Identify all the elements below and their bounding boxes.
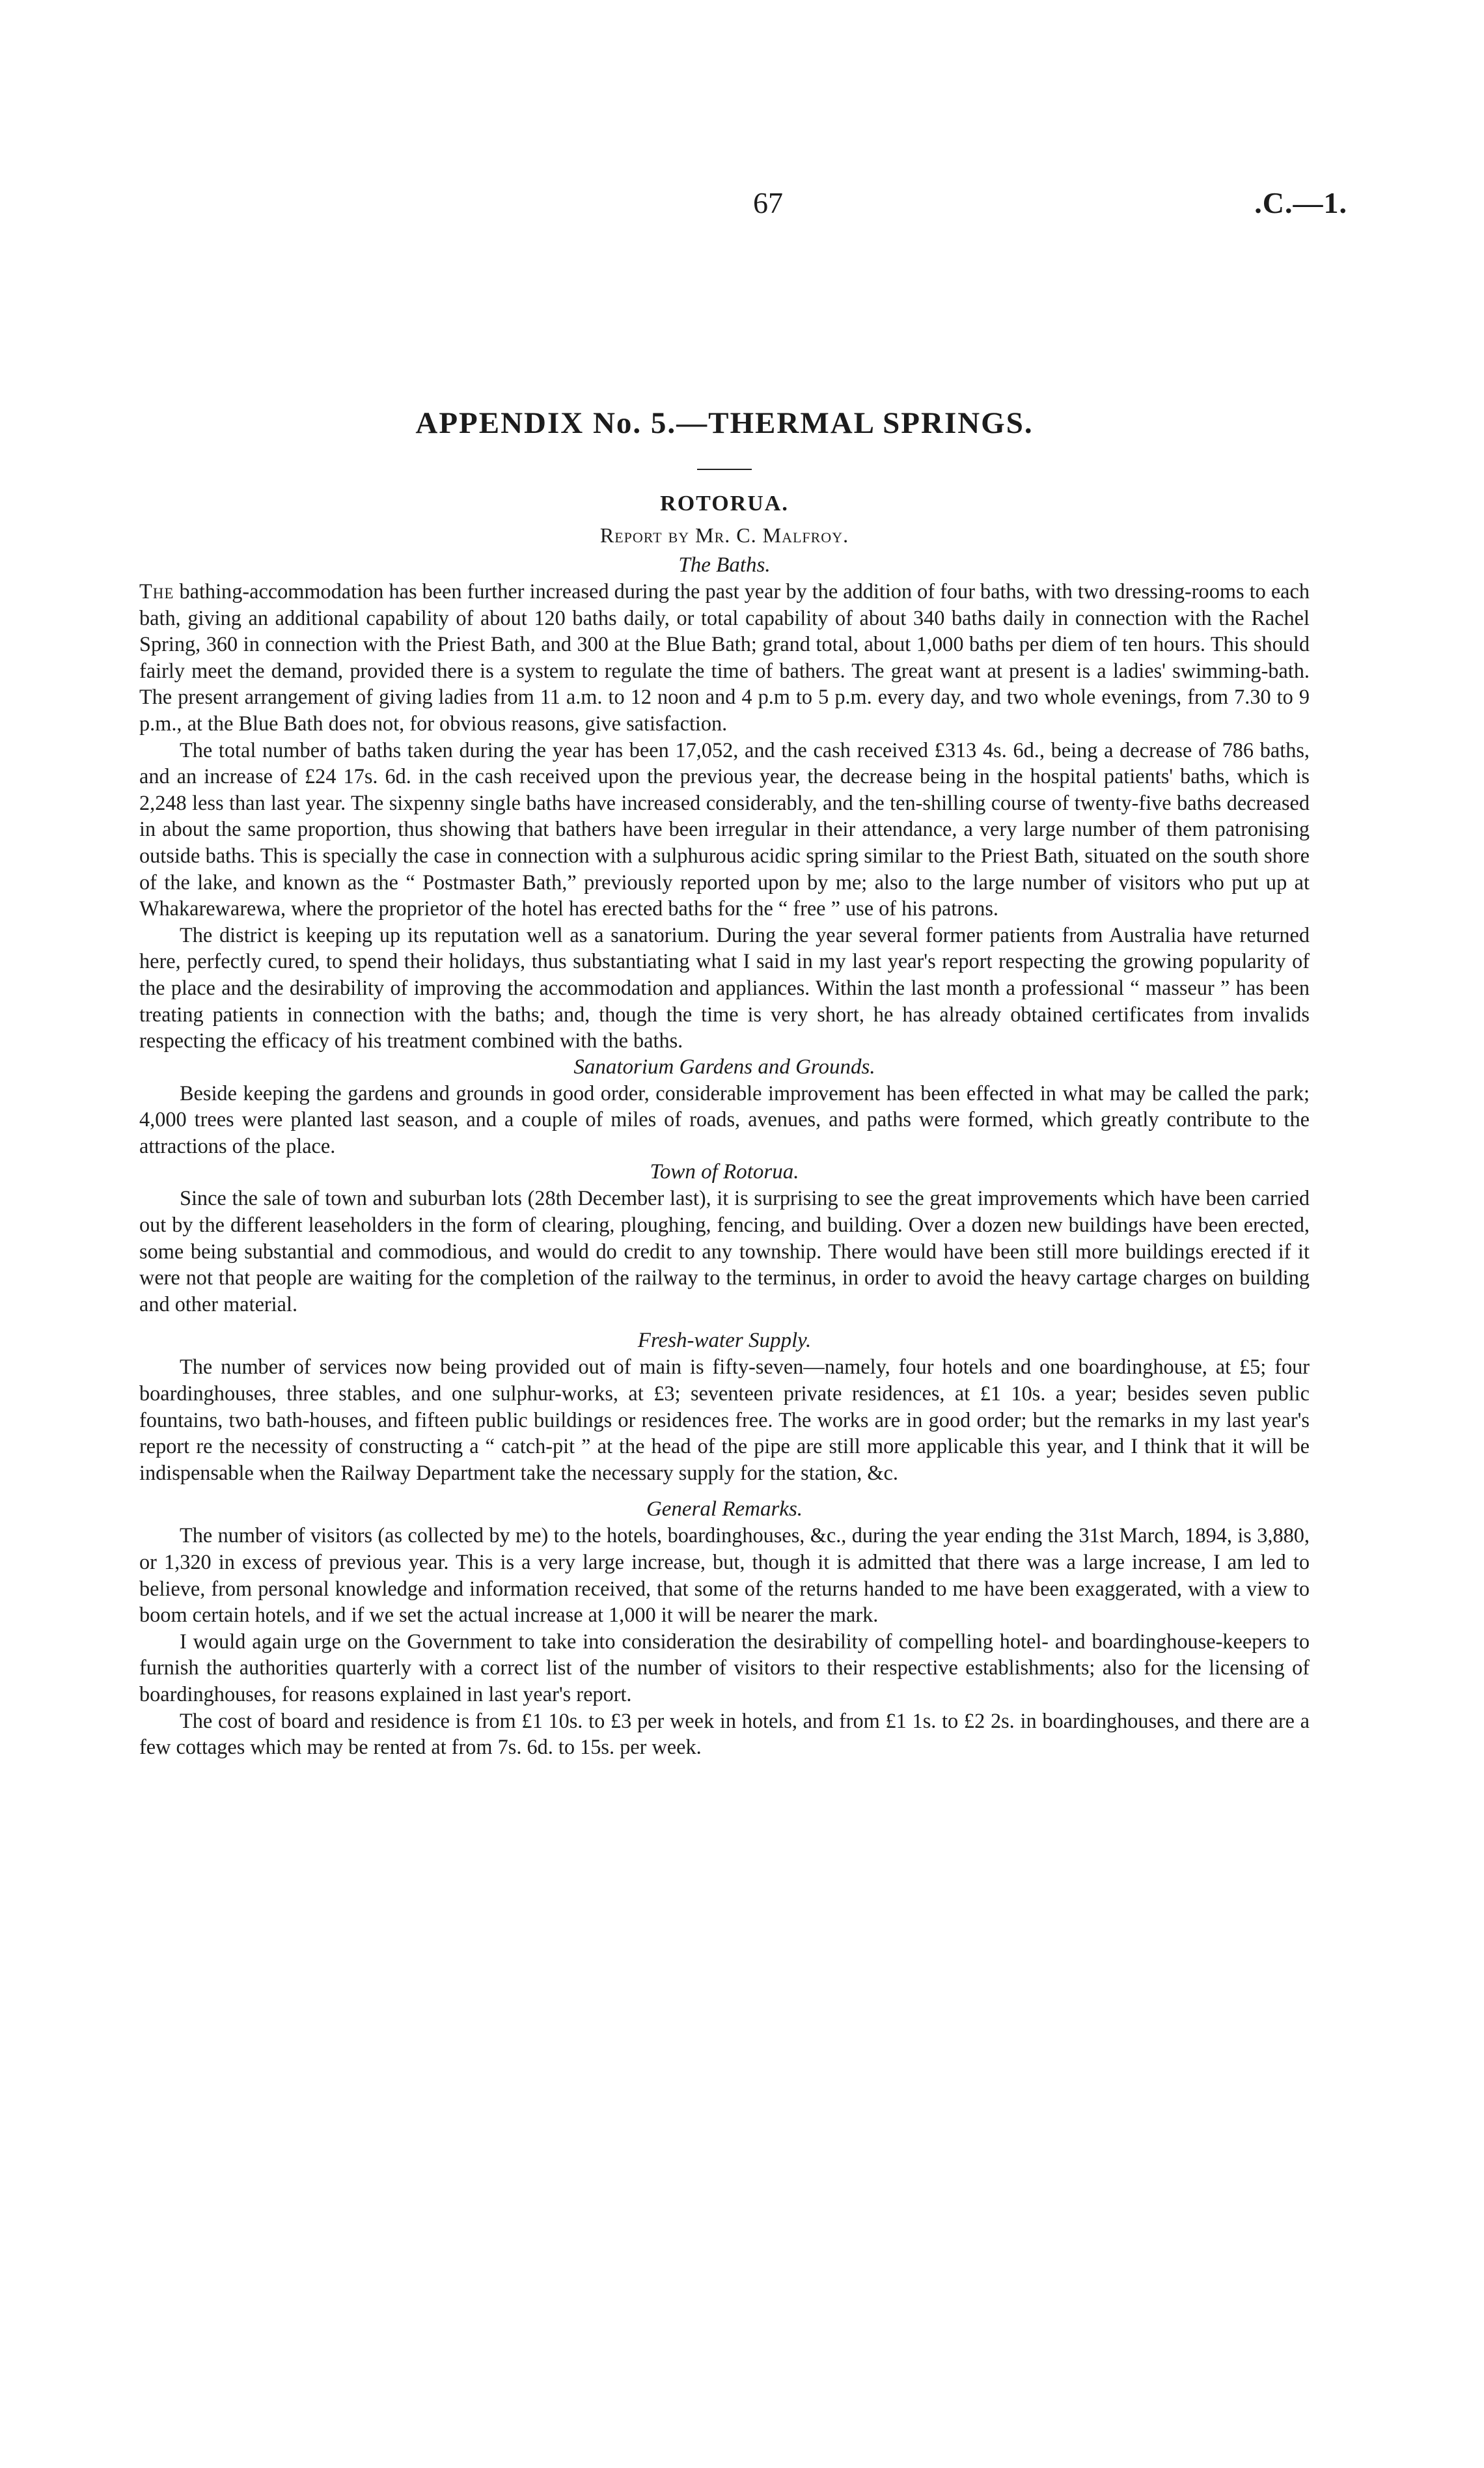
report-body — [139, 404, 1310, 1760]
document-reference: .C.—1. — [1254, 186, 1347, 219]
report-author: Report by Mr. C. Malfroy. — [599, 523, 849, 547]
paragraph: Since the sale of town and suburban lots (28th December last), it is surprising to see the great improvements which have been carried out by the different leaseholders in the form of clearing, ploughing, fencing, and building. Over a dozen new buildings have been erected, some being substantial and commodious, and would do credit to any township. There would have been still more buildings erected if it were not that people are waiting for the completion of the railway to the terminus, in order to avoid the heavy cartage charges on building and other material. — [139, 1186, 1310, 1316]
paragraph: I would again urge on the Government to take into consideration the desirability of compelling hotel- and boardinghouse-keepers to furnish the authorities quarterly with a correct list of the number of visitors to their respective establishments; also for the licensing of boardinghouses, for reasons explained in last year's report. — [139, 1629, 1310, 1706]
section-heading-remarks: General Remarks. — [646, 1497, 803, 1521]
section-heading-gardens: Sanatorium Gardens and Grounds. — [573, 1055, 875, 1079]
appendix-title: APPENDIX No. 5.—THERMAL SPRINGS. — [415, 406, 1034, 440]
lead-word: The — [139, 579, 174, 603]
section-heading-baths: The Baths. — [678, 553, 771, 577]
paragraph: The total number of baths taken during the year has been 17,052, and the cash received £313 4s. 6d., being a decrease of 786 baths, and an increase of £24 17s. 6d. in the cash received upon the previous year, the decrease being in the hospital patients' baths, which is 2,248 less than last year. The sixpenny single baths have increased considerably, and the ten-shilling course of twenty-five baths decreased in about the same proportion, thus showing that bathers have been irregular in their attendance, a very large number of them patronising outside baths. This is specially the case in connection with a sulphurous acidic spring similar to the Priest Bath, situated on the south shore of the lake, and known as the “ Postmaster Bath,” previously reported upon by me; also to the large number of visitors who put up at Whakarewarewa, where the proprietor of the hotel has erected baths for the “ free ” use of his patrons. — [139, 738, 1310, 921]
title-rule — [697, 469, 752, 470]
paragraph: The district is keeping up its reputation well as a sanatorium. During the year several former patients from Australia have returned here, perfectly cured, to spend their holidays, thus substantiating what I said in my last year's report respecting the growing popularity of the place and the desirability of improving the accommodation and appliances. Within the last month a professional “ masseur ” has been treating patients in connection with the baths; and, though the time is very short, he has already obtained certificates from invalids respecting the efficacy of his treatment combined with the baths. — [139, 922, 1310, 1053]
district-heading: ROTORUA. — [660, 492, 789, 516]
section-heading-town: Town of Rotorua. — [650, 1160, 799, 1184]
section-heading-water: Fresh-water Supply. — [637, 1329, 812, 1353]
paragraph-text: bathing-accommodation has been further increased during the past year by the addition of four baths, with two dressing-rooms to each bath, giving an additional capability of about 120 baths daily, or total capability of about 340 baths daily in connection with the Rachel Spring, 360 in connection with the Priest Bath, and 300 at the Blue Bath; grand total, about 1,000 baths per diem of ten hours. This should fairly meet the demand, provided there is a system to regulate the time of bathers. The great want at present is a ladies' swimming-bath. The present arrangement of giving ladies from 11 a.m. to 12 noon and 4 p.m to 5 p.m. every day, and two whole evenings, from 7.30 to 9 p.m., at the Blue Bath does not, for obvious reasons, give satisfaction. — [139, 579, 1310, 735]
page-number: 67 — [753, 186, 783, 219]
paragraph: The number of visitors (as collected by me) to the hotels, boardinghouses, &c., during the year ending the 31st March, 1894, is 3,880, or 1,320 in excess of previous year. This is a very large increase, but, though it is admitted that there was a large increase, I am led to believe, from personal knowledge and information received, that some of the returns handed to me have been exaggerated, with a view to boom certain hotels, and if we set the actual increase at 1,000 it will be nearer the mark. — [139, 1523, 1310, 1627]
paragraph — [139, 578, 1310, 737]
paragraph: The cost of board and residence is from £1 10s. to £3 per week in hotels, and from £1 1s. to £2 2s. in boardinghouses, and there are a few cottages which may be rented at from 7s. 6d. to 15s. per week. — [139, 1708, 1310, 1759]
paragraph: Beside keeping the gardens and grounds in good order, considerable improvement has been effected in what may be called the park; 4,000 trees were planted last season, and a couple of miles of roads, avenues, and paths were formed, which greatly contribute to the attractions of the place. — [139, 1081, 1310, 1158]
page-header — [0, 186, 1484, 231]
paragraph: The number of services now being provided out of main is fifty-seven—namely, four hotels and one boardinghouse, at £5; four boardinghouses, three stables, and one sulphur-works, at £3; seventeen private residences, at £1 10s. a year; besides seven public fountains, two bath-houses, and fifteen public buildings or residences free. The works are in good order; but the remarks in my last year's report re the necessity of constructing a “ catch-pit ” at the head of the pipe are still more applicable this year, and I think that it will be indispensable when the Railway Department take the necessary supply for the station, &c. — [139, 1355, 1310, 1484]
